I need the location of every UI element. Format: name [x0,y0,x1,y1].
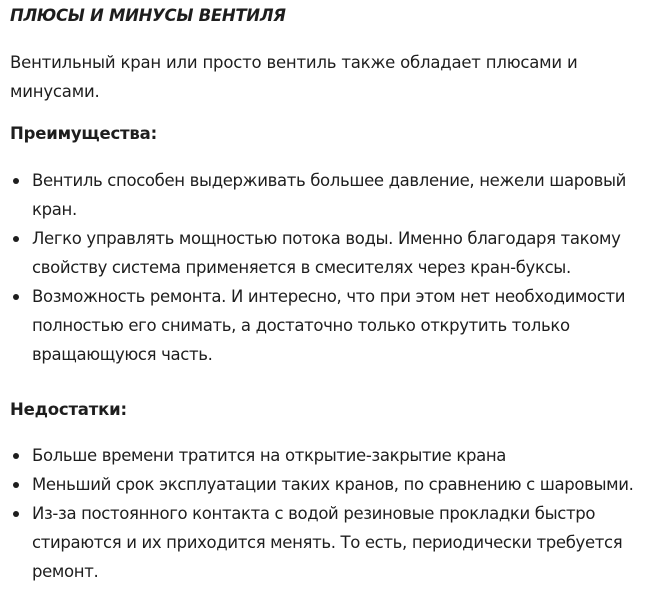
intro-paragraph: Вентильный кран или просто вентиль также обладает плюсами и минусами. [10,53,578,101]
cons-list-item [10,470,655,499]
pros-item-text: Вентиль способен выдерживать большее давление, нежели шаровый кран. [32,171,627,219]
bullet-icon [13,236,19,242]
bullet-icon [13,178,19,184]
pros-item-text: Возможность ремонта. И интересно, что при этом нет необходимости полностью его снимать, а достаточно только открутить только вращающуюся часть. [32,287,626,364]
pros-list-item [10,166,655,224]
pros-list-item [10,282,655,369]
pros-list [10,166,655,369]
bullet-icon [13,294,19,300]
cons-heading: Недостатки: [10,400,127,419]
article-title: ПЛЮСЫ И МИНУСЫ ВЕНТИЛЯ [10,6,286,25]
cons-list-item [10,441,655,470]
bullet-icon [13,453,19,459]
cons-list [10,441,655,586]
pros-item-text: Легко управлять мощностью потока воды. Именно благодаря такому свойству система применяется в смесителях через кран-буксы. [32,229,621,277]
cons-item-text: Меньший срок эксплуатации таких кранов, по сравнению с шаровыми. [32,475,634,494]
bullet-icon [13,511,19,517]
pros-heading: Преимущества: [10,124,157,143]
cons-item-text: Из-за постоянного контакта с водой резиновые прокладки быстро стираются и их приходится менять. То есть, периодически требуется ремонт. [32,504,623,581]
cons-list-item [10,499,655,586]
article [10,0,655,586]
cons-item-text: Больше времени тратится на открытие-закрытие крана [32,446,507,465]
pros-list-item [10,224,655,282]
bullet-icon [13,482,19,488]
